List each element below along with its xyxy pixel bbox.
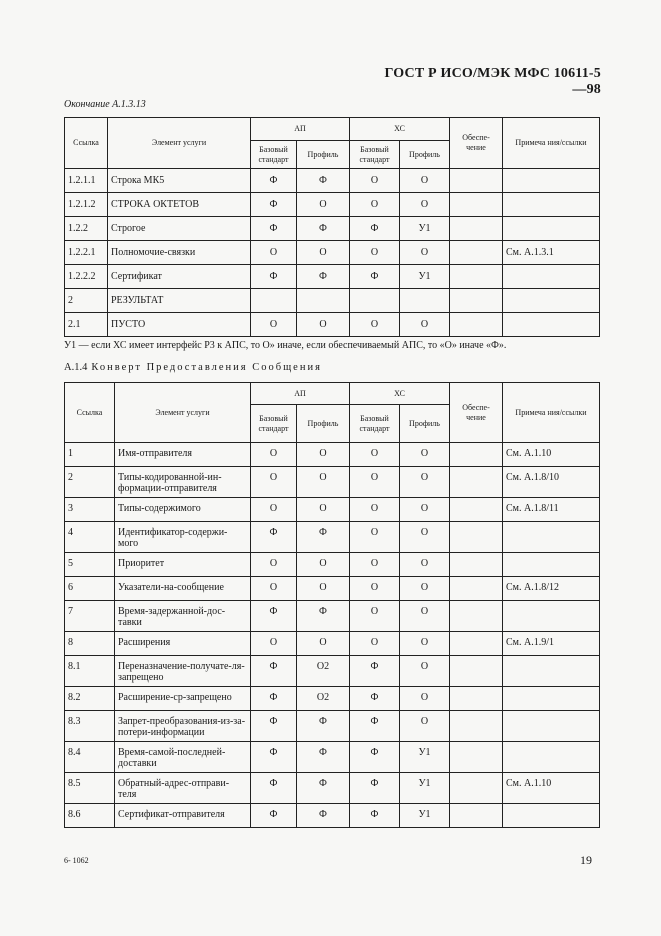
cell-xs-base: Ф bbox=[350, 656, 400, 687]
cell-ap-base: Ф bbox=[251, 522, 297, 553]
conformance-table-2 bbox=[64, 382, 600, 828]
cell-notes: См. А.1.8/11 bbox=[503, 498, 600, 522]
col-notes: Примеча ния/ссылки bbox=[503, 118, 600, 169]
cell-element: Расширение-ср-запрещено bbox=[115, 687, 251, 711]
cell-ap-base: Ф bbox=[251, 656, 297, 687]
cell-support bbox=[450, 522, 503, 553]
cell-notes bbox=[503, 742, 600, 773]
cell-ref: 3 bbox=[65, 498, 115, 522]
cell-ap-profile: Ф bbox=[297, 601, 350, 632]
cell-xs-profile: О bbox=[400, 498, 450, 522]
cell-support bbox=[450, 443, 503, 467]
col-support: Обеспе-чение bbox=[450, 383, 503, 443]
cell-element: Указатели-на-сообщение bbox=[115, 577, 251, 601]
cell-support bbox=[450, 711, 503, 742]
cell-notes bbox=[503, 804, 600, 828]
cell-xs-base: Ф bbox=[350, 742, 400, 773]
cell-ap-profile: Ф bbox=[297, 265, 350, 289]
cell-ap-base: Ф bbox=[251, 265, 297, 289]
conformance-table-1 bbox=[64, 117, 600, 337]
cell-element: СТРОКА ОКТЕТОВ bbox=[108, 193, 251, 217]
cell-ap-profile: О bbox=[297, 193, 350, 217]
table-row bbox=[65, 553, 600, 577]
cell-xs-base: О bbox=[350, 467, 400, 498]
cell-ref: 1.2.2.2 bbox=[65, 265, 108, 289]
table-row bbox=[65, 217, 600, 241]
cell-ap-base: О bbox=[251, 553, 297, 577]
cell-ref: 8.5 bbox=[65, 773, 115, 804]
cell-notes bbox=[503, 553, 600, 577]
cell-element: Время-самой-последней-доставки bbox=[115, 742, 251, 773]
cell-ap-base: О bbox=[251, 241, 297, 265]
cell-support bbox=[450, 193, 503, 217]
cell-ref: 8.4 bbox=[65, 742, 115, 773]
cell-element: Имя-отправителя bbox=[115, 443, 251, 467]
cell-element: Полномочие-связки bbox=[108, 241, 251, 265]
cell-notes: См. А.1.9/1 bbox=[503, 632, 600, 656]
cell-element: Переназначение-получате-ля-запрещено bbox=[115, 656, 251, 687]
cell-notes bbox=[503, 265, 600, 289]
cell-ref: 8.2 bbox=[65, 687, 115, 711]
cell-xs-base: Ф bbox=[350, 773, 400, 804]
cell-notes: См. А.1.10 bbox=[503, 443, 600, 467]
cell-ref: 4 bbox=[65, 522, 115, 553]
cell-ref: 7 bbox=[65, 601, 115, 632]
cell-ref: 1.2.1.2 bbox=[65, 193, 108, 217]
cell-support bbox=[450, 169, 503, 193]
cell-element: Приоритет bbox=[115, 553, 251, 577]
cell-ap-profile: О bbox=[297, 553, 350, 577]
cell-ap-base: О bbox=[251, 443, 297, 467]
cell-support bbox=[450, 313, 503, 337]
cell-xs-base: О bbox=[350, 522, 400, 553]
cell-xs-base: Ф bbox=[350, 804, 400, 828]
cell-ap-profile: Ф bbox=[297, 804, 350, 828]
cell-element: ПУСТО bbox=[108, 313, 251, 337]
cell-notes bbox=[503, 313, 600, 337]
cell-ap-profile: О bbox=[297, 498, 350, 522]
col-notes: Примеча ния/ссылки bbox=[503, 383, 600, 443]
cell-ap-profile: Ф bbox=[297, 522, 350, 553]
cell-notes bbox=[503, 169, 600, 193]
col-ref: Ссылка bbox=[65, 118, 108, 169]
table-row bbox=[65, 804, 600, 828]
cell-xs-profile: О bbox=[400, 313, 450, 337]
col-xs: ХС bbox=[350, 383, 450, 405]
cell-ap-base: О bbox=[251, 632, 297, 656]
cell-xs-profile: О bbox=[400, 687, 450, 711]
cell-xs-base: О bbox=[350, 169, 400, 193]
col-xs-profile: Профиль bbox=[400, 405, 450, 443]
cell-ref: 2.1 bbox=[65, 313, 108, 337]
cell-support bbox=[450, 217, 503, 241]
table-row bbox=[65, 577, 600, 601]
cell-xs-profile: О bbox=[400, 553, 450, 577]
cell-ap-profile: О bbox=[297, 241, 350, 265]
cell-ap-base: О bbox=[251, 467, 297, 498]
cell-xs-base: О bbox=[350, 241, 400, 265]
cell-notes bbox=[503, 217, 600, 241]
cell-ref: 6 bbox=[65, 577, 115, 601]
table-row bbox=[65, 601, 600, 632]
cell-ref: 1.2.2.1 bbox=[65, 241, 108, 265]
table-row bbox=[65, 313, 600, 337]
table-row bbox=[65, 193, 600, 217]
table-row bbox=[65, 289, 600, 313]
cell-support bbox=[450, 498, 503, 522]
cell-xs-base: О bbox=[350, 443, 400, 467]
cell-element: Время-задержанной-дос-тавки bbox=[115, 601, 251, 632]
cell-ap-profile: О bbox=[297, 443, 350, 467]
cell-ref: 8 bbox=[65, 632, 115, 656]
cell-xs-base: Ф bbox=[350, 711, 400, 742]
cell-element: Строка МК5 bbox=[108, 169, 251, 193]
cell-support bbox=[450, 632, 503, 656]
cell-xs-profile: О bbox=[400, 522, 450, 553]
cell-ref: 8.3 bbox=[65, 711, 115, 742]
cell-xs-profile: О bbox=[400, 656, 450, 687]
cell-ap-base: Ф bbox=[251, 742, 297, 773]
cell-ap-base: Ф bbox=[251, 217, 297, 241]
table-row bbox=[65, 498, 600, 522]
cell-notes bbox=[503, 711, 600, 742]
cell-ap-profile: О bbox=[297, 313, 350, 337]
cell-xs-base: Ф bbox=[350, 265, 400, 289]
cell-xs-profile: У1 bbox=[400, 773, 450, 804]
table-row bbox=[65, 443, 600, 467]
cell-ref: 5 bbox=[65, 553, 115, 577]
cell-ap-profile: Ф bbox=[297, 773, 350, 804]
cell-xs-profile: О bbox=[400, 193, 450, 217]
cell-support bbox=[450, 265, 503, 289]
cell-xs-base: О bbox=[350, 313, 400, 337]
footnote-u1: У1 — если ХС имеет интерфейс Р3 к АПС, то О» иначе, если обеспечиваемый АПС, то «О» иначе «Ф». bbox=[64, 340, 507, 351]
table-row bbox=[65, 742, 600, 773]
cell-ap-base: О bbox=[251, 313, 297, 337]
cell-xs-profile: О bbox=[400, 443, 450, 467]
cell-xs-base: Ф bbox=[350, 217, 400, 241]
cell-xs-base: О bbox=[350, 601, 400, 632]
cell-xs-base: О bbox=[350, 577, 400, 601]
table-caption: Окончание А.1.3.13 bbox=[64, 99, 146, 110]
cell-support bbox=[450, 467, 503, 498]
cell-xs-base: О bbox=[350, 193, 400, 217]
cell-notes: См. А.1.10 bbox=[503, 773, 600, 804]
col-ap-profile: Профиль bbox=[297, 141, 350, 169]
cell-xs-profile: О bbox=[400, 577, 450, 601]
page-number: 19 bbox=[580, 853, 592, 867]
table-row bbox=[65, 656, 600, 687]
cell-ap-base: Ф bbox=[251, 804, 297, 828]
col-ap-profile: Профиль bbox=[297, 405, 350, 443]
cell-support bbox=[450, 577, 503, 601]
cell-ap-base: Ф bbox=[251, 169, 297, 193]
cell-support bbox=[450, 241, 503, 265]
cell-ap-profile: О2 bbox=[297, 656, 350, 687]
cell-xs-base bbox=[350, 289, 400, 313]
cell-xs-profile: О bbox=[400, 467, 450, 498]
cell-xs-profile: У1 bbox=[400, 804, 450, 828]
cell-ap-profile: О bbox=[297, 577, 350, 601]
table-row bbox=[65, 773, 600, 804]
cell-element: Типы-кодированной-ин-формации-отправителя bbox=[115, 467, 251, 498]
col-support: Обеспе-чение bbox=[450, 118, 503, 169]
cell-notes: См. А.1.3.1 bbox=[503, 241, 600, 265]
table-row bbox=[65, 467, 600, 498]
cell-element: Строгое bbox=[108, 217, 251, 241]
table-row bbox=[65, 169, 600, 193]
col-xs-base: Базовый стандарт bbox=[350, 405, 400, 443]
cell-notes: См. А.1.8/12 bbox=[503, 577, 600, 601]
cell-ref: 8.1 bbox=[65, 656, 115, 687]
cell-element: Сертификат bbox=[108, 265, 251, 289]
col-ap-base: Базовый стандарт bbox=[251, 405, 297, 443]
cell-ref: 2 bbox=[65, 289, 108, 313]
cell-notes: См. А.1.8/10 bbox=[503, 467, 600, 498]
cell-ap-base: Ф bbox=[251, 773, 297, 804]
cell-support bbox=[450, 289, 503, 313]
col-xs: ХС bbox=[350, 118, 450, 141]
cell-ap-base: О bbox=[251, 498, 297, 522]
cell-notes bbox=[503, 601, 600, 632]
cell-ap-profile bbox=[297, 289, 350, 313]
cell-ap-base: Ф bbox=[251, 193, 297, 217]
col-element: Элемент услуги bbox=[108, 118, 251, 169]
cell-ref: 2 bbox=[65, 467, 115, 498]
cell-support bbox=[450, 553, 503, 577]
cell-xs-profile: О bbox=[400, 632, 450, 656]
cell-ap-base: О bbox=[251, 577, 297, 601]
cell-ap-base: Ф bbox=[251, 687, 297, 711]
section-heading bbox=[64, 362, 322, 373]
cell-ref: 1.2.2 bbox=[65, 217, 108, 241]
cell-support bbox=[450, 601, 503, 632]
cell-support bbox=[450, 773, 503, 804]
cell-element: Типы-содержимого bbox=[115, 498, 251, 522]
cell-ap-profile: О bbox=[297, 632, 350, 656]
cell-notes bbox=[503, 656, 600, 687]
cell-element: Обратный-адрес-отправи-теля bbox=[115, 773, 251, 804]
cell-element: Запрет-преобразования-из-за-потери-информации bbox=[115, 711, 251, 742]
cell-xs-profile: У1 bbox=[400, 742, 450, 773]
print-mark: 6- 1062 bbox=[64, 856, 89, 865]
col-ap: АП bbox=[251, 118, 350, 141]
cell-ap-profile: Ф bbox=[297, 742, 350, 773]
cell-element: РЕЗУЛЬТАТ bbox=[108, 289, 251, 313]
cell-xs-profile: О bbox=[400, 601, 450, 632]
cell-element: Расширения bbox=[115, 632, 251, 656]
cell-xs-base: О bbox=[350, 553, 400, 577]
cell-xs-profile bbox=[400, 289, 450, 313]
cell-ref: 1 bbox=[65, 443, 115, 467]
table-row bbox=[65, 241, 600, 265]
cell-support bbox=[450, 687, 503, 711]
col-ref: Ссылка bbox=[65, 383, 115, 443]
cell-xs-base: О bbox=[350, 498, 400, 522]
table-row bbox=[65, 632, 600, 656]
section-number: А.1.4 bbox=[64, 362, 88, 373]
col-ap: АП bbox=[251, 383, 350, 405]
section-title: Конверт Предоставления Сообщения bbox=[91, 362, 322, 373]
cell-ref: 8.6 bbox=[65, 804, 115, 828]
cell-ap-profile: О2 bbox=[297, 687, 350, 711]
table-row bbox=[65, 265, 600, 289]
col-element: Элемент услуги bbox=[115, 383, 251, 443]
cell-xs-base: О bbox=[350, 632, 400, 656]
cell-xs-base: Ф bbox=[350, 687, 400, 711]
cell-support bbox=[450, 804, 503, 828]
table-row bbox=[65, 522, 600, 553]
cell-xs-profile: О bbox=[400, 711, 450, 742]
cell-element: Сертификат-отправителя bbox=[115, 804, 251, 828]
cell-notes bbox=[503, 522, 600, 553]
table-row bbox=[65, 711, 600, 742]
cell-ref: 1.2.1.1 bbox=[65, 169, 108, 193]
col-ap-base: Базовый стандарт bbox=[251, 141, 297, 169]
cell-xs-profile: О bbox=[400, 241, 450, 265]
cell-support bbox=[450, 742, 503, 773]
cell-ap-base: Ф bbox=[251, 711, 297, 742]
cell-notes bbox=[503, 289, 600, 313]
cell-xs-profile: У1 bbox=[400, 265, 450, 289]
cell-xs-profile: У1 bbox=[400, 217, 450, 241]
col-xs-base: Базовый стандарт bbox=[350, 141, 400, 169]
cell-xs-profile: О bbox=[400, 169, 450, 193]
cell-ap-profile: О bbox=[297, 467, 350, 498]
cell-notes bbox=[503, 687, 600, 711]
table-row bbox=[65, 687, 600, 711]
document-header: ГОСТ Р ИСО/МЭК МФС 10611-5—98 bbox=[384, 66, 601, 97]
col-xs-profile: Профиль bbox=[400, 141, 450, 169]
cell-ap-profile: Ф bbox=[297, 217, 350, 241]
cell-ap-base bbox=[251, 289, 297, 313]
cell-element: Идентификатор-содержи-мого bbox=[115, 522, 251, 553]
cell-notes bbox=[503, 193, 600, 217]
cell-ap-profile: Ф bbox=[297, 169, 350, 193]
cell-support bbox=[450, 656, 503, 687]
cell-ap-profile: Ф bbox=[297, 711, 350, 742]
cell-ap-base: Ф bbox=[251, 601, 297, 632]
